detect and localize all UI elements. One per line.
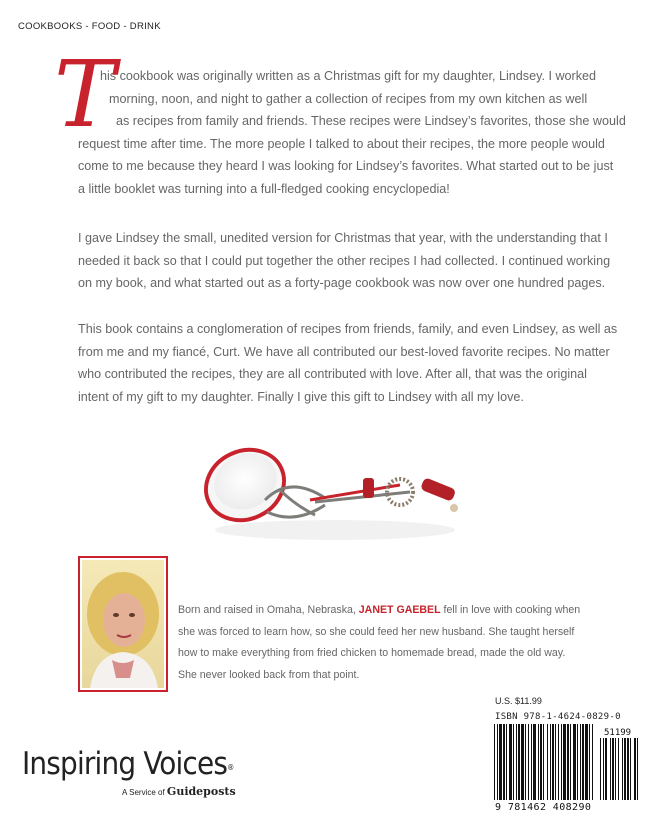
paragraph-2: [78, 227, 638, 295]
bio-line: [178, 600, 648, 622]
bio-line: how to make everything from fried chicken to homemade bread, made the old way.: [178, 647, 566, 660]
publisher-name: Inspiring Voices: [22, 746, 228, 782]
intro-line: request time after time. The more people I talked to about their recipes, the more people would: [78, 136, 605, 151]
paragraph-line: intent of my gift to my daughter. Finally I give this gift to Lindsey with all my love.: [78, 389, 524, 404]
author-name: JANET GAEBEL: [358, 604, 441, 616]
registered-mark: ®: [227, 763, 234, 772]
intro-line: as recipes from family and friends. These recipes were Lindsey’s favorites, those she would: [116, 114, 626, 128]
publisher-service-line: [122, 785, 236, 798]
intro-paragraph: [54, 41, 632, 200]
intro-line: come to me because they heard I was looking for Lindsey’s favorites. What started out to be just: [78, 159, 614, 173]
paragraph-3: [78, 318, 638, 408]
paragraph-line: from me and my fiancé, Curt. We have all contributed our best-loved favorite recipes. No matter: [78, 344, 610, 359]
bio-text: Born and raised in Omaha, Nebraska,: [178, 604, 359, 616]
intro-line: his cookbook was originally written as a Christmas gift for my daughter, Lindsey. I worked: [100, 69, 597, 83]
paragraph-line: I gave Lindsey the small, unedited version for Christmas that year, with the understanding that I: [78, 231, 608, 245]
drop-cap: T: [54, 41, 116, 148]
price-label: U.S. $11.99: [495, 696, 542, 706]
bio-text: fell in love with cooking when: [440, 604, 581, 616]
service-prefix: A Service of: [122, 788, 167, 797]
bio-line: she was forced to learn how, so she could feed her new husband. She taught herself: [178, 625, 575, 638]
paragraph-line: who contributed the recipes, they are all contributed with love. After all, that was the original: [78, 367, 587, 381]
paragraph-line: on my book, and what started out as a forty-page cookbook was now over one hundred pages.: [78, 276, 606, 290]
category-label: COOKBOOKS - FOOD - DRINK: [18, 21, 161, 32]
barcode-number: 9 781462 408290: [495, 802, 592, 813]
author-bio: [178, 600, 648, 686]
bowl-and-egg-beater-image: [195, 430, 470, 545]
parent-brand: Guideposts: [166, 785, 236, 798]
publisher-brand: [22, 747, 233, 781]
publisher-logo: [22, 746, 236, 798]
paragraph-line: This book contains a conglomeration of recipes from friends, family, and even Lindsey, as well as: [78, 322, 618, 336]
isbn-label: ISBN 978-1-4624-0829-0: [495, 712, 621, 722]
intro-line: a little booklet was turning into a full-fledged cooking encyclopedia!: [78, 181, 450, 196]
author-photo: [78, 556, 168, 692]
paragraph-line: needed it back so that I could put together the other recipes I had collected. I continued working: [78, 253, 611, 268]
bio-line: She never looked back from that point.: [178, 668, 360, 681]
intro-line: morning, noon, and night to gather a collection of recipes from my own kitchen as well: [109, 91, 588, 106]
addon-number: 51199: [604, 728, 632, 738]
